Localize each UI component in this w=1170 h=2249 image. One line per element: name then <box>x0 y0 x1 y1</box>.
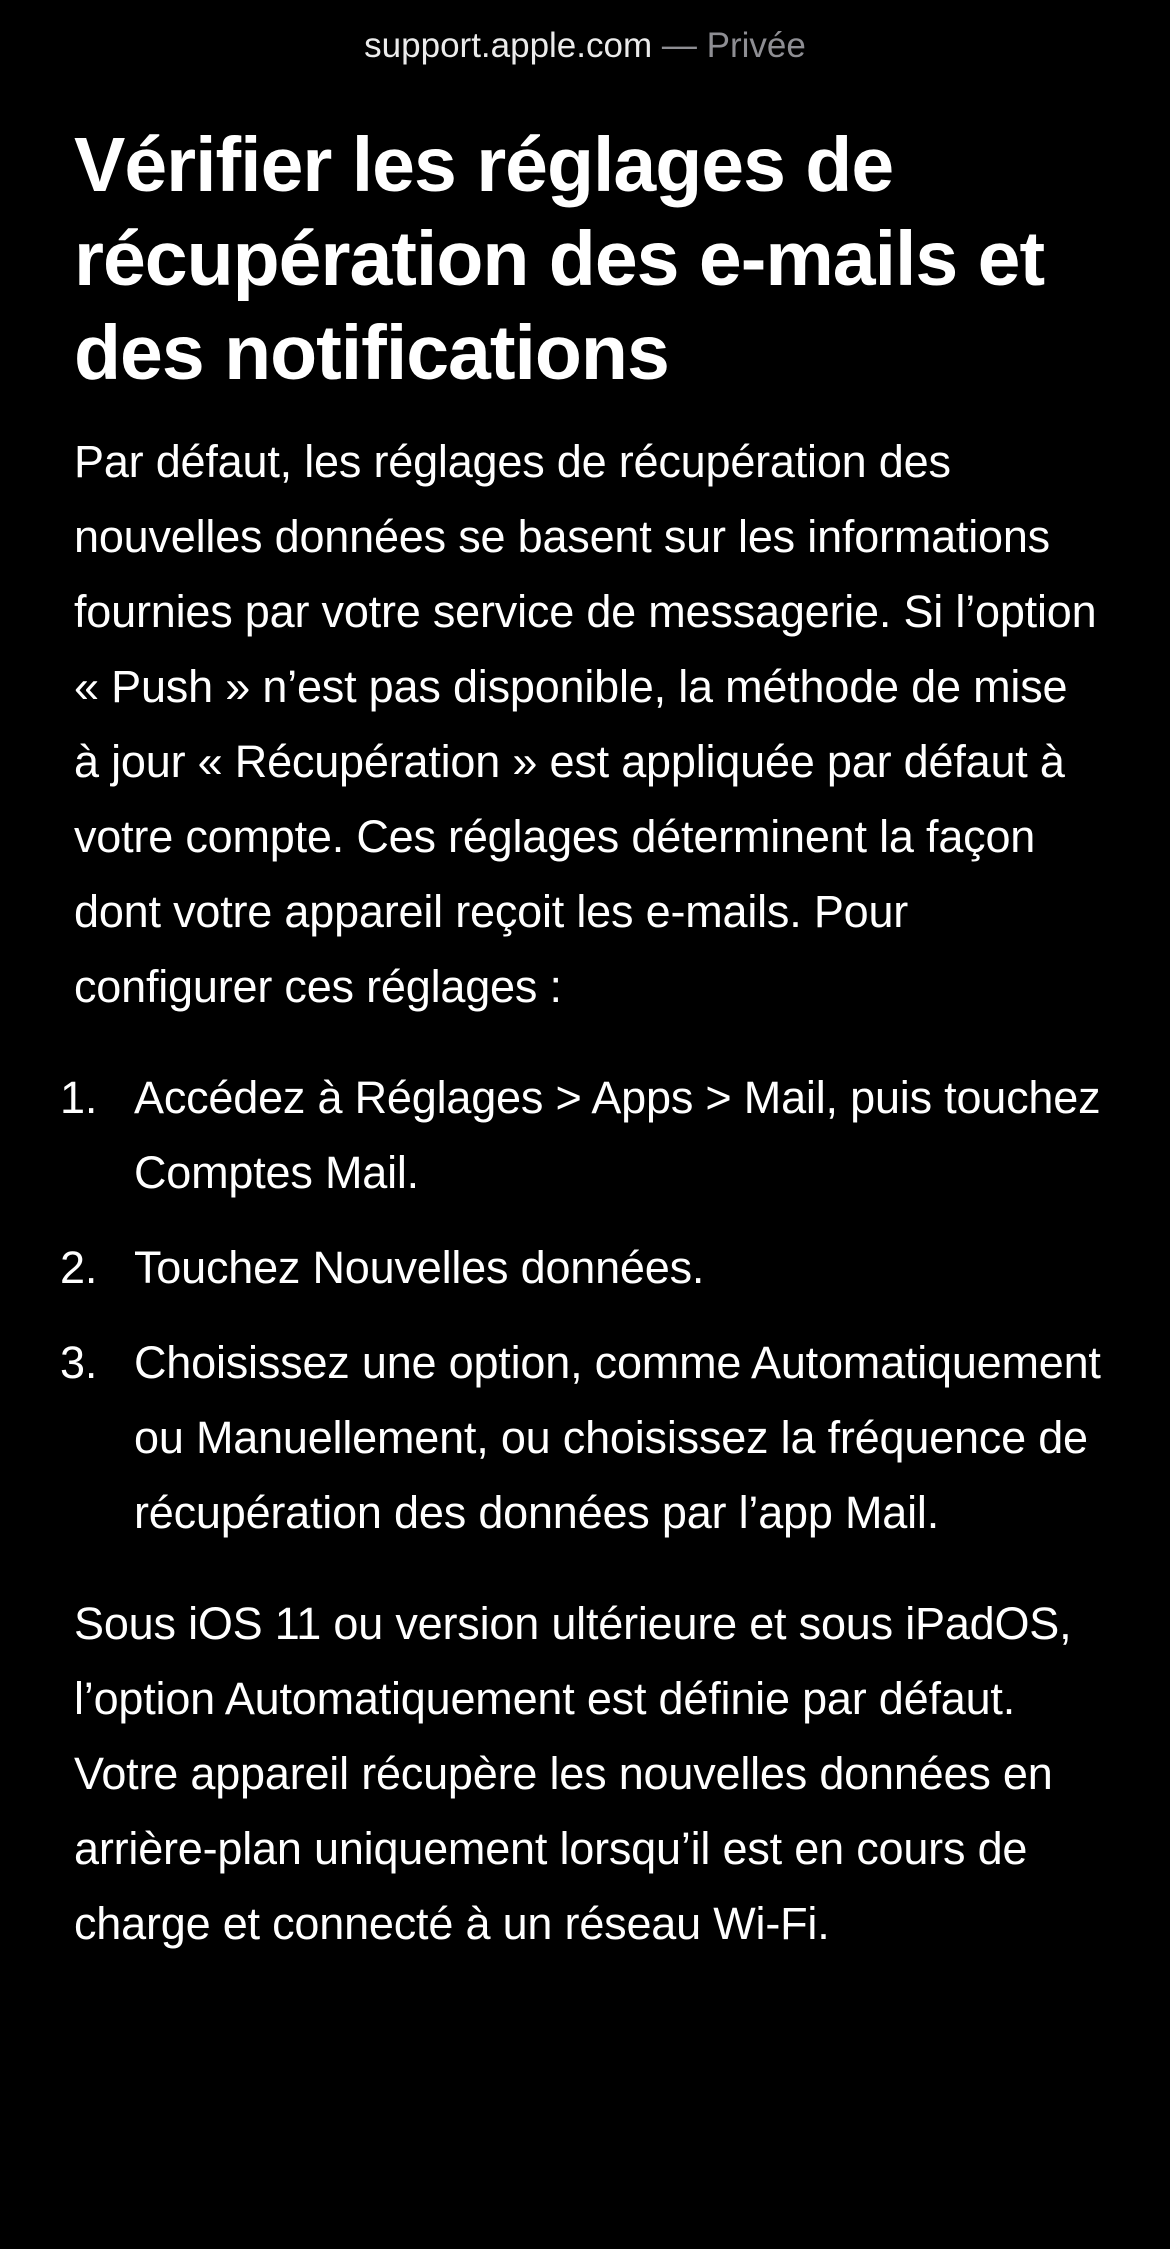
address-bar[interactable] <box>0 22 1170 70</box>
step-item <box>60 1325 1104 1550</box>
step-text: Accédez à Réglages > Apps > Mail, puis touchez Comptes Mail. <box>134 1072 1101 1198</box>
step-item <box>60 1230 1104 1305</box>
url-separator: — <box>661 26 697 65</box>
intro-paragraph: Par défaut, les réglages de récupération des nouvelles données se basent sur les informations fournies par votre service de messagerie. Si l’option « Push » n’est pas disponible, la méthode de mise à jour « Récupération » est appliquée par défaut à votre compte. Ces réglages déterminent la façon dont votre appareil reçoit les e-mails. Pour configurer ces réglages : <box>74 436 1097 1012</box>
step-number: 2. <box>60 1242 98 1293</box>
step-number: 3. <box>60 1337 98 1388</box>
step-number: 1. <box>60 1072 98 1123</box>
step-item <box>60 1060 1104 1210</box>
url-domain: support.apple.com <box>364 26 653 65</box>
steps-list <box>60 1060 1104 1550</box>
page-title: Vérifier les réglages de récupération des e-mails et des notifications <box>74 122 1045 396</box>
step-text: Choisissez une option, comme Automatiquement ou Manuellement, ou choisissez la fréquence de récupération des données par l’app Mail. <box>134 1337 1101 1538</box>
article-content <box>60 118 1104 1961</box>
private-mode-label: Privée <box>706 26 806 65</box>
note-paragraph: Sous iOS 11 ou version ultérieure et sous iPadOS, l’option Automatiquement est définie par défaut. Votre appareil récupère les nouvelles données en arrière-plan uniquement lorsqu’il est en cours de charge et connecté à un réseau Wi-Fi. <box>74 1598 1072 1949</box>
step-text: Touchez Nouvelles données. <box>134 1242 705 1293</box>
